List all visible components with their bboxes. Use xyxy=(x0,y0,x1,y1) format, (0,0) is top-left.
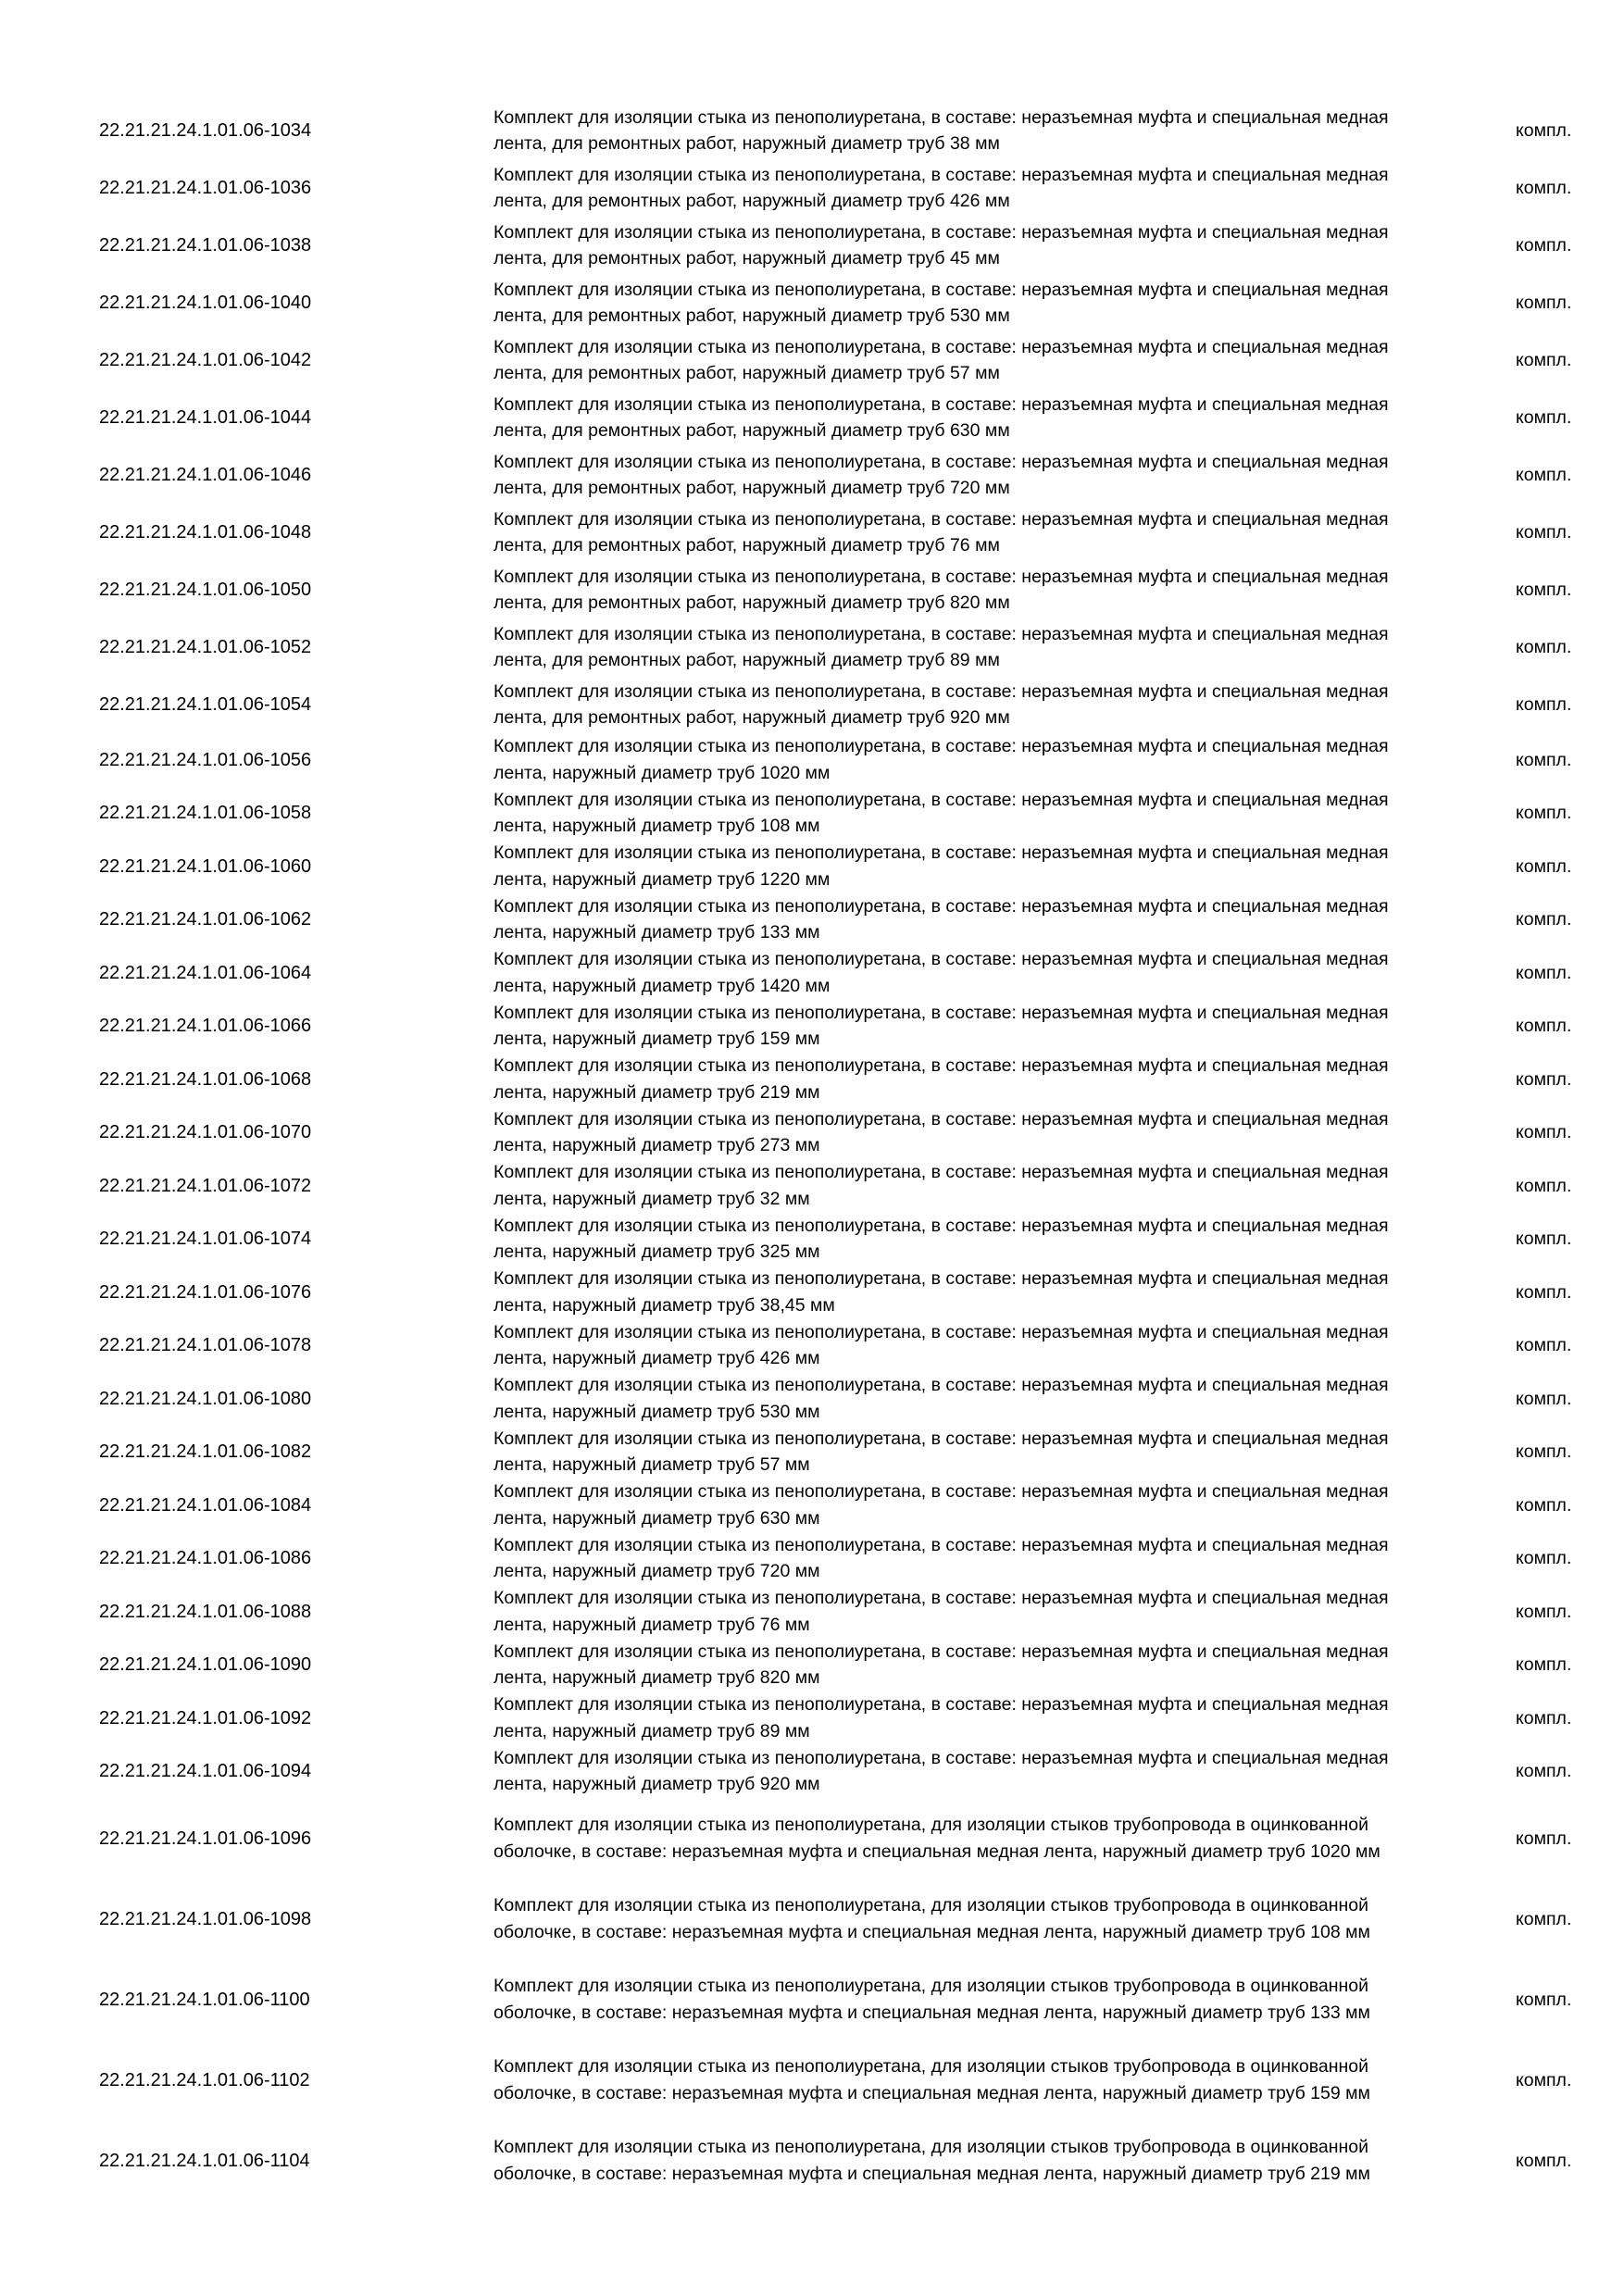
item-code: 22.21.21.24.1.01.06-1076 xyxy=(99,1281,312,1303)
item-description: Комплект для изоляции стыка из пенополиуретана, в составе: неразъемная муфта и специальная медная лента, для ремонтных работ, наружный диаметр труб 57 мм xyxy=(493,336,1389,383)
item-code: 22.21.21.24.1.01.06-1036 xyxy=(99,178,312,198)
table-row xyxy=(0,1878,1624,1959)
item-code: 22.21.21.24.1.01.06-1040 xyxy=(99,293,312,313)
item-description: Комплект для изоляции стыка из пенополиуретана, в составе: неразъемная муфта и специальная медная лента, наружный диаметр труб 1420 мм xyxy=(493,949,1389,996)
item-description: Комплект для изоляции стыка из пенополиуретана, в составе: неразъемная муфта и специальная медная лента, для ремонтных работ, наружный диаметр труб 89 мм xyxy=(493,623,1389,670)
table-row xyxy=(0,676,1624,733)
table-row xyxy=(0,618,1624,676)
table-row xyxy=(0,217,1624,274)
table-row xyxy=(0,561,1624,618)
table-row xyxy=(0,1319,1624,1373)
table-row xyxy=(0,1745,1624,1799)
item-code: 22.21.21.24.1.01.06-1072 xyxy=(99,1175,312,1196)
table-row xyxy=(0,1266,1624,1319)
table-row xyxy=(0,1639,1624,1692)
table-row xyxy=(0,2040,1624,2120)
item-description: Комплект для изоляции стыка из пенополиуретана, в составе: неразъемная муфта и специальная медная лента, наружный диаметр труб 159 мм xyxy=(493,1002,1389,1050)
item-description: Комплект для изоляции стыка из пенополиуретана, для изоляции стыков трубопровода в оцинкованной оболочке, в составе: неразъемная муфта и специальная медная лента, наружный диаметр труб 108 мм xyxy=(493,1895,1370,1942)
item-code: 22.21.21.24.1.01.06-1068 xyxy=(99,1068,312,1090)
item-unit: компл. xyxy=(1516,522,1572,543)
table-row xyxy=(0,331,1624,389)
item-unit: компл. xyxy=(1516,1016,1572,1037)
table-row xyxy=(0,446,1624,504)
item-code: 22.21.21.24.1.01.06-1048 xyxy=(99,522,312,543)
table-row xyxy=(0,733,1624,787)
table-row xyxy=(0,1159,1624,1213)
item-unit: компл. xyxy=(1516,120,1572,141)
item-unit: компл. xyxy=(1516,178,1572,198)
item-description: Комплект для изоляции стыка из пенополиуретана, в составе: неразъемная муфта и специальная медная лента, для ремонтных работ, наружный диаметр труб 630 мм xyxy=(493,393,1389,441)
item-code: 22.21.21.24.1.01.06-1046 xyxy=(99,465,312,485)
item-unit: компл. xyxy=(1516,803,1572,824)
table-row xyxy=(0,1053,1624,1106)
table-row xyxy=(0,1532,1624,1586)
item-code: 22.21.21.24.1.01.06-1064 xyxy=(99,962,312,983)
item-description: Комплект для изоляции стыка из пенополиуретана, в составе: неразъемная муфта и специальная медная лента, наружный диаметр труб 720 мм xyxy=(493,1534,1389,1582)
item-code: 22.21.21.24.1.01.06-1042 xyxy=(99,350,312,370)
item-unit: компл. xyxy=(1516,580,1572,600)
item-unit: компл. xyxy=(1516,1548,1572,1569)
item-unit: компл. xyxy=(1516,749,1572,770)
item-description: Комплект для изоляции стыка из пенополиуретана, в составе: неразъемная муфта и специальная медная лента, наружный диаметр труб 89 мм xyxy=(493,1694,1389,1741)
item-unit: компл. xyxy=(1516,1388,1572,1409)
item-code: 22.21.21.24.1.01.06-1098 xyxy=(99,1908,312,1929)
table-row xyxy=(0,1959,1624,2040)
item-unit: компл. xyxy=(1516,235,1572,256)
item-description: Комплект для изоляции стыка из пенополиуретана, в составе: неразъемная муфта и специальная медная лента, наружный диаметр труб 630 мм xyxy=(493,1481,1389,1529)
item-unit: компл. xyxy=(1516,2150,1572,2171)
item-description: Комплект для изоляции стыка из пенополиуретана, для изоляции стыков трубопровода в оцинкованной оболочке, в составе: неразъемная муфта и специальная медная лента, наружный диаметр труб 1020 мм xyxy=(493,1815,1380,1862)
table-row xyxy=(0,102,1624,159)
item-description: Комплект для изоляции стыка из пенополиуретана, в составе: неразъемная муфта и специальная медная лента, для ремонтных работ, наружный диаметр труб 820 мм xyxy=(493,566,1389,613)
table-row xyxy=(0,1000,1624,1054)
table-row xyxy=(0,504,1624,561)
item-description: Комплект для изоляции стыка из пенополиуретана, в составе: неразъемная муфта и специальная медная лента, наружный диаметр труб 57 мм xyxy=(493,1428,1389,1476)
table-row xyxy=(0,1479,1624,1532)
item-code: 22.21.21.24.1.01.06-1102 xyxy=(99,2069,310,2090)
item-description: Комплект для изоляции стыка из пенополиуретана, в составе: неразъемная муфта и специальная медная лента, наружный диаметр труб 32 мм xyxy=(493,1162,1389,1209)
item-unit: компл. xyxy=(1516,855,1572,877)
item-description: Комплект для изоляции стыка из пенополиуретана, в составе: неразъемная муфта и специальная медная лента, наружный диаметр труб 133 мм xyxy=(493,895,1389,943)
table-row xyxy=(0,1426,1624,1479)
item-code: 22.21.21.24.1.01.06-1052 xyxy=(99,637,312,657)
item-unit: компл. xyxy=(1516,694,1572,715)
item-code: 22.21.21.24.1.01.06-1058 xyxy=(99,803,312,824)
table-row xyxy=(0,159,1624,217)
item-description: Комплект для изоляции стыка из пенополиуретана, в составе: неразъемная муфта и специальная медная лента, наружный диаметр труб 219 мм xyxy=(493,1055,1389,1103)
item-unit: компл. xyxy=(1516,1601,1572,1622)
item-description: Комплект для изоляции стыка из пенополиуретана, в составе: неразъемная муфта и специальная медная лента, для ремонтных работ, наружный диаметр труб 920 мм xyxy=(493,680,1389,728)
item-code: 22.21.21.24.1.01.06-1054 xyxy=(99,694,312,715)
item-description: Комплект для изоляции стыка из пенополиуретана, в составе: неразъемная муфта и специальная медная лента, для ремонтных работ, наружный диаметр труб 45 мм xyxy=(493,221,1389,268)
item-unit: компл. xyxy=(1516,1281,1572,1303)
table-row xyxy=(0,1372,1624,1426)
item-description: Комплект для изоляции стыка из пенополиуретана, в составе: неразъемная муфта и специальная медная лента, для ремонтных работ, наружный диаметр труб 76 мм xyxy=(493,508,1389,555)
item-code: 22.21.21.24.1.01.06-1066 xyxy=(99,1016,312,1037)
item-unit: компл. xyxy=(1516,1494,1572,1516)
item-unit: компл. xyxy=(1516,1828,1572,1849)
table-row xyxy=(0,389,1624,446)
item-unit: компл. xyxy=(1516,1707,1572,1728)
table-row xyxy=(0,1691,1624,1745)
table-row xyxy=(0,1213,1624,1267)
item-unit: компл. xyxy=(1516,350,1572,370)
item-description: Комплект для изоляции стыка из пенополиуретана, в составе: неразъемная муфта и специальная медная лента, наружный диаметр труб 273 мм xyxy=(493,1108,1389,1156)
item-description: Комплект для изоляции стыка из пенополиуретана, для изоляции стыков трубопровода в оцинкованной оболочке, в составе: неразъемная муфта и специальная медная лента, наружный диаметр труб 159 мм xyxy=(493,2056,1370,2103)
item-description: Комплект для изоляции стыка из пенополиуретана, в составе: неразъемная муфта и специальная медная лента, наружный диаметр труб 1020 мм xyxy=(493,736,1389,783)
item-code: 22.21.21.24.1.01.06-1090 xyxy=(99,1654,312,1676)
table-row xyxy=(0,1585,1624,1639)
item-unit: компл. xyxy=(1516,407,1572,428)
item-unit: компл. xyxy=(1516,1175,1572,1196)
item-description: Комплект для изоляции стыка из пенополиуретана, в составе: неразъемная муфта и специальная медная лента, наружный диаметр труб 1220 мм xyxy=(493,842,1389,890)
item-unit: компл. xyxy=(1516,293,1572,313)
item-description: Комплект для изоляции стыка из пенополиуретана, в составе: неразъемная муфта и специальная медная лента, наружный диаметр труб 530 мм xyxy=(493,1375,1389,1422)
item-unit: компл. xyxy=(1516,2069,1572,2090)
item-code: 22.21.21.24.1.01.06-1084 xyxy=(99,1494,312,1516)
item-code: 22.21.21.24.1.01.06-1074 xyxy=(99,1229,312,1250)
document-page xyxy=(0,102,1624,2201)
item-code: 22.21.21.24.1.01.06-1092 xyxy=(99,1707,312,1728)
item-unit: компл. xyxy=(1516,1908,1572,1929)
item-code: 22.21.21.24.1.01.06-1104 xyxy=(99,2150,310,2171)
item-code: 22.21.21.24.1.01.06-1070 xyxy=(99,1122,312,1143)
item-unit: компл. xyxy=(1516,465,1572,485)
item-unit: компл. xyxy=(1516,1989,1572,2010)
item-description: Комплект для изоляции стыка из пенополиуретана, в составе: неразъемная муфта и специальная медная лента, наружный диаметр труб 108 мм xyxy=(493,789,1389,837)
table-row xyxy=(0,274,1624,331)
item-description: Комплект для изоляции стыка из пенополиуретана, в составе: неразъемная муфта и специальная медная лента, наружный диаметр труб 920 мм xyxy=(493,1747,1389,1795)
item-unit: компл. xyxy=(1516,962,1572,983)
item-description: Комплект для изоляции стыка из пенополиуретана, в составе: неразъемная муфта и специальная медная лента, наружный диаметр труб 325 мм xyxy=(493,1215,1389,1263)
item-description: Комплект для изоляции стыка из пенополиуретана, в составе: неразъемная муфта и специальная медная лента, для ремонтных работ, наружный диаметр труб 720 мм xyxy=(493,451,1389,498)
item-code: 22.21.21.24.1.01.06-1094 xyxy=(99,1761,312,1782)
item-unit: компл. xyxy=(1516,1229,1572,1250)
item-code: 22.21.21.24.1.01.06-1060 xyxy=(99,855,312,877)
item-code: 22.21.21.24.1.01.06-1082 xyxy=(99,1441,312,1463)
item-unit: компл. xyxy=(1516,1654,1572,1676)
item-description: Комплект для изоляции стыка из пенополиуретана, в составе: неразъемная муфта и специальная медная лента, наружный диаметр труб 426 мм xyxy=(493,1321,1389,1369)
item-code: 22.21.21.24.1.01.06-1056 xyxy=(99,749,312,770)
item-unit: компл. xyxy=(1516,637,1572,657)
item-description: Комплект для изоляции стыка из пенополиуретана, в составе: неразъемная муфта и специальная медная лента, для ремонтных работ, наружный диаметр труб 426 мм xyxy=(493,164,1389,211)
item-code: 22.21.21.24.1.01.06-1080 xyxy=(99,1388,312,1409)
item-description: Комплект для изоляции стыка из пенополиуретана, для изоляции стыков трубопровода в оцинкованной оболочке, в составе: неразъемная муфта и специальная медная лента, наружный диаметр труб 133 мм xyxy=(493,1976,1370,2023)
table-row xyxy=(0,840,1624,893)
table-row xyxy=(0,1798,1624,1878)
item-description: Комплект для изоляции стыка из пенополиуретана, для изоляции стыков трубопровода в оцинкованной оболочке, в составе: неразъемная муфта и специальная медная лента, наружный диаметр труб 219 мм xyxy=(493,2137,1370,2184)
item-code: 22.21.21.24.1.01.06-1038 xyxy=(99,235,312,256)
item-description: Комплект для изоляции стыка из пенополиуретана, в составе: неразъемная муфта и специальная медная лента, наружный диаметр труб 820 мм xyxy=(493,1641,1389,1689)
item-description: Комплект для изоляции стыка из пенополиуретана, в составе: неразъемная муфта и специальная медная лента, для ремонтных работ, наружный диаметр труб 38 мм xyxy=(493,106,1389,154)
item-code: 22.21.21.24.1.01.06-1062 xyxy=(99,909,312,930)
item-code: 22.21.21.24.1.01.06-1088 xyxy=(99,1601,312,1622)
item-unit: компл. xyxy=(1516,1335,1572,1356)
table-row xyxy=(0,787,1624,841)
item-description: Комплект для изоляции стыка из пенополиуретана, в составе: неразъемная муфта и специальная медная лента, наружный диаметр труб 38,45 мм xyxy=(493,1268,1389,1316)
item-unit: компл. xyxy=(1516,1068,1572,1090)
table-row xyxy=(0,2120,1624,2201)
item-unit: компл. xyxy=(1516,1122,1572,1143)
item-code: 22.21.21.24.1.01.06-1086 xyxy=(99,1548,312,1569)
item-description: Комплект для изоляции стыка из пенополиуретана, в составе: неразъемная муфта и специальная медная лента, для ремонтных работ, наружный диаметр труб 530 мм xyxy=(493,279,1389,326)
table-row xyxy=(0,893,1624,947)
item-code: 22.21.21.24.1.01.06-1078 xyxy=(99,1335,312,1356)
item-code: 22.21.21.24.1.01.06-1034 xyxy=(99,120,312,141)
item-unit: компл. xyxy=(1516,1441,1572,1463)
item-code: 22.21.21.24.1.01.06-1100 xyxy=(99,1989,310,2010)
item-unit: компл. xyxy=(1516,909,1572,930)
table-row xyxy=(0,1106,1624,1160)
item-code: 22.21.21.24.1.01.06-1050 xyxy=(99,580,312,600)
table-row xyxy=(0,946,1624,1000)
item-description: Комплект для изоляции стыка из пенополиуретана, в составе: неразъемная муфта и специальная медная лента, наружный диаметр труб 76 мм xyxy=(493,1588,1389,1635)
item-unit: компл. xyxy=(1516,1761,1572,1782)
item-code: 22.21.21.24.1.01.06-1096 xyxy=(99,1828,312,1849)
item-code: 22.21.21.24.1.01.06-1044 xyxy=(99,407,312,428)
